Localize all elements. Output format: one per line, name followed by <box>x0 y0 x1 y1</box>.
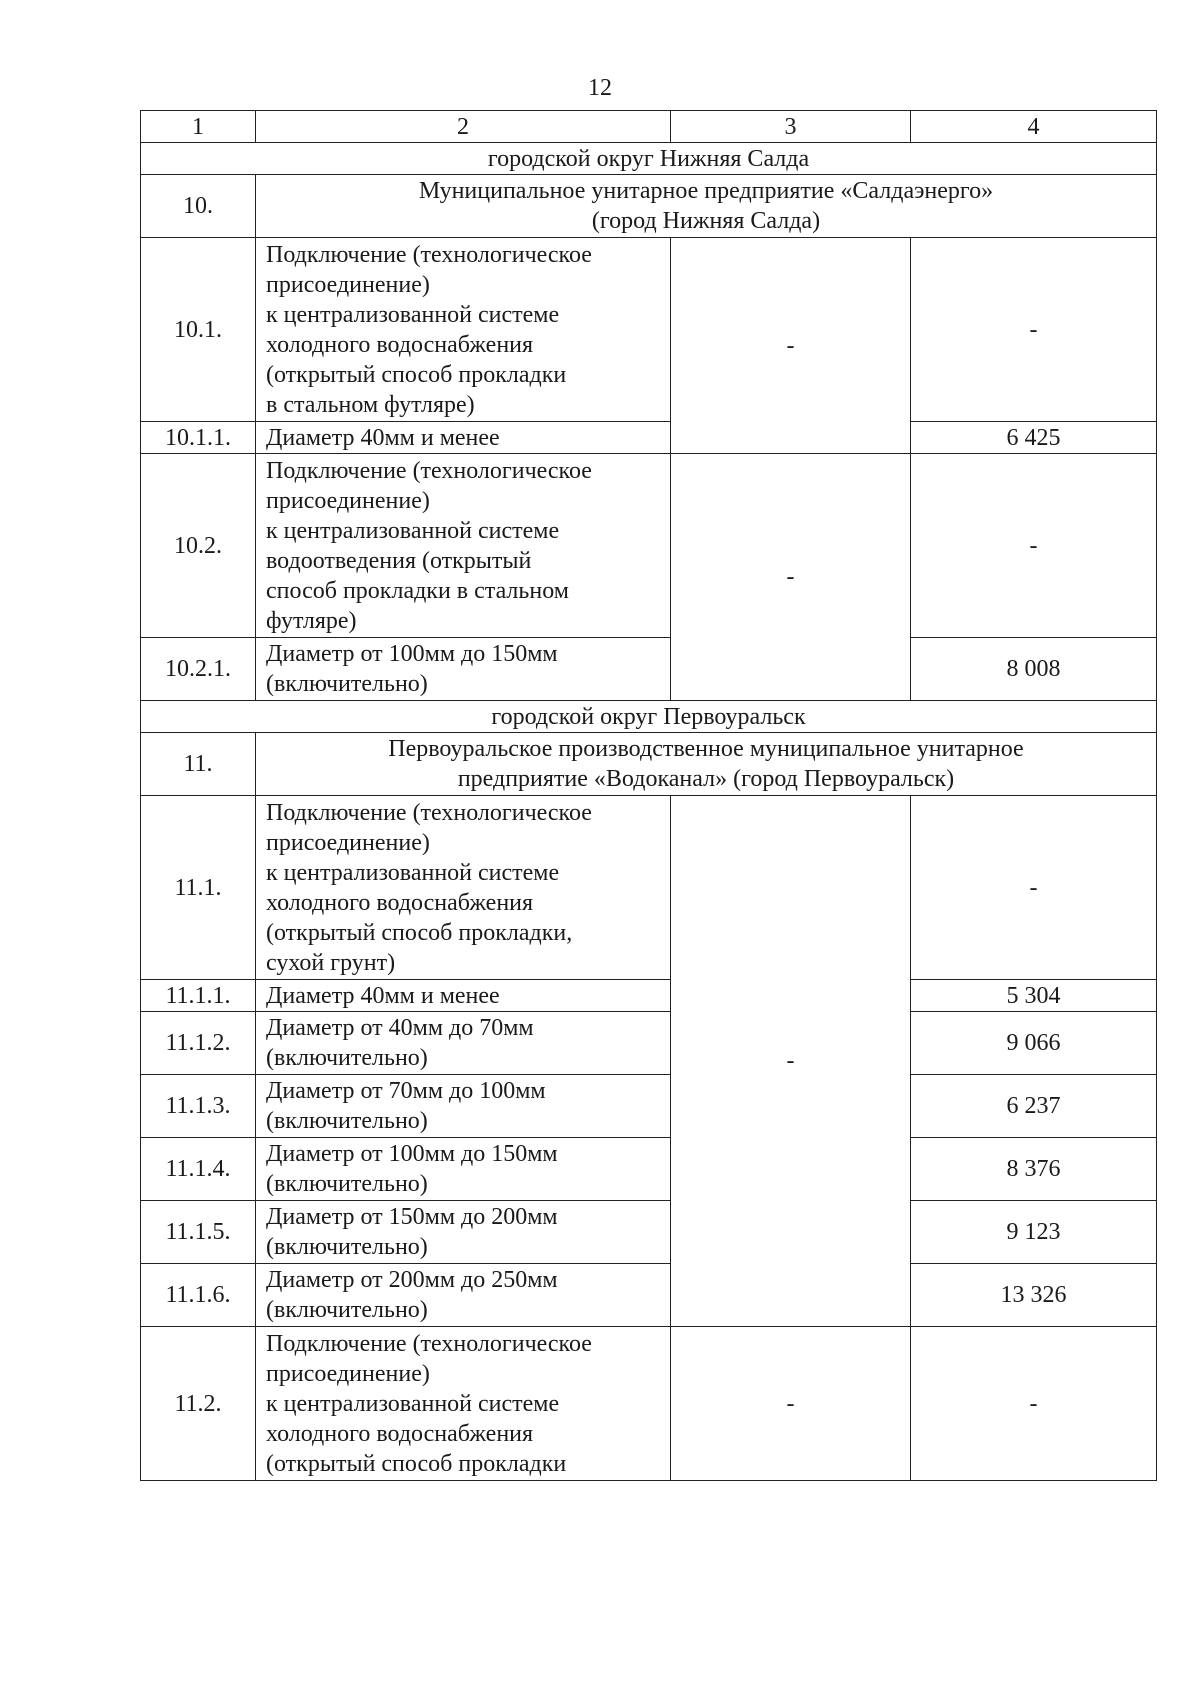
enterprise-row <box>141 175 1157 238</box>
diameter-row <box>141 1264 1157 1327</box>
item-number: 10.2. <box>141 454 256 638</box>
item-number: 11.1.5. <box>141 1201 256 1264</box>
column-3-value: - <box>671 1327 911 1481</box>
enterprise-name: Первоуральское производственное муниципальное унитарное предприятие «Водоканал» (город Первоуральск) <box>256 733 1157 796</box>
tariff-value: 6 425 <box>911 422 1157 454</box>
item-number: 11.1.3. <box>141 1075 256 1138</box>
tariff-value: 6 237 <box>911 1075 1157 1138</box>
item-description: Подключение (технологическое присоединение) к централизованной системе холодного водоснабжения (открытый способ прокладки в стальном футляре) <box>256 238 671 422</box>
enterprise-number: 11. <box>141 733 256 796</box>
item-description: Диаметр от 100мм до 150мм (включительно) <box>256 1138 671 1201</box>
column-4-value: - <box>911 454 1157 638</box>
item-number: 10.2.1. <box>141 638 256 701</box>
column-header-row <box>141 111 1157 143</box>
tariff-value: 9 066 <box>911 1012 1157 1075</box>
item-number: 11.1.6. <box>141 1264 256 1327</box>
page-number: 12 <box>588 75 612 101</box>
column-3-value: - <box>671 238 911 454</box>
column-4-value: - <box>911 796 1157 980</box>
column-3-value: - <box>671 454 911 701</box>
item-description: Диаметр 40мм и менее <box>256 422 671 454</box>
item-number: 11.2. <box>141 1327 256 1481</box>
item-number: 10.1.1. <box>141 422 256 454</box>
item-description: Подключение (технологическое присоединение) к централизованной системе холодного водоснабжения (открытый способ прокладки, сухой грунт) <box>256 796 671 980</box>
diameter-row <box>141 638 1157 701</box>
item-number: 11.1. <box>141 796 256 980</box>
tariff-value: 5 304 <box>911 980 1157 1012</box>
column-3-value: - <box>671 796 911 1327</box>
diameter-row <box>141 1075 1157 1138</box>
enterprise-number: 10. <box>141 175 256 238</box>
diameter-row <box>141 1012 1157 1075</box>
diameter-row <box>141 422 1157 454</box>
diameter-row <box>141 1201 1157 1264</box>
column-header-2: 2 <box>256 111 671 143</box>
item-description: Диаметр от 40мм до 70мм (включительно) <box>256 1012 671 1075</box>
column-header-4: 4 <box>911 111 1157 143</box>
item-number: 11.1.4. <box>141 1138 256 1201</box>
column-header-1: 1 <box>141 111 256 143</box>
item-description: Диаметр от 150мм до 200мм (включительно) <box>256 1201 671 1264</box>
enterprise-name: Муниципальное унитарное предприятие «Салдаэнерго» (город Нижняя Салда) <box>256 175 1157 238</box>
enterprise-row <box>141 733 1157 796</box>
item-description: Диаметр 40мм и менее <box>256 980 671 1012</box>
tariff-value: 8 376 <box>911 1138 1157 1201</box>
district-name: городской округ Нижняя Салда <box>141 143 1157 175</box>
column-4-value: - <box>911 1327 1157 1481</box>
service-row <box>141 796 1157 980</box>
tariff-value: 13 326 <box>911 1264 1157 1327</box>
district-row <box>141 143 1157 175</box>
item-description: Подключение (технологическое присоединение) к централизованной системе холодного водоснабжения (открытый способ прокладки <box>256 1327 671 1481</box>
tariff-table <box>140 110 1157 1481</box>
tariff-value: 8 008 <box>911 638 1157 701</box>
column-header-3: 3 <box>671 111 911 143</box>
item-description: Подключение (технологическое присоединение) к централизованной системе водоотведения (открытый способ прокладки в стальном футляре) <box>256 454 671 638</box>
service-row <box>141 1327 1157 1481</box>
district-row <box>141 701 1157 733</box>
item-description: Диаметр от 100мм до 150мм (включительно) <box>256 638 671 701</box>
diameter-row <box>141 1138 1157 1201</box>
district-name: городской округ Первоуральск <box>141 701 1157 733</box>
tariff-value: 9 123 <box>911 1201 1157 1264</box>
service-row <box>141 238 1157 422</box>
column-4-value: - <box>911 238 1157 422</box>
item-number: 10.1. <box>141 238 256 422</box>
service-row <box>141 454 1157 638</box>
item-description: Диаметр от 200мм до 250мм (включительно) <box>256 1264 671 1327</box>
item-description: Диаметр от 70мм до 100мм (включительно) <box>256 1075 671 1138</box>
item-number: 11.1.1. <box>141 980 256 1012</box>
item-number: 11.1.2. <box>141 1012 256 1075</box>
diameter-row <box>141 980 1157 1012</box>
